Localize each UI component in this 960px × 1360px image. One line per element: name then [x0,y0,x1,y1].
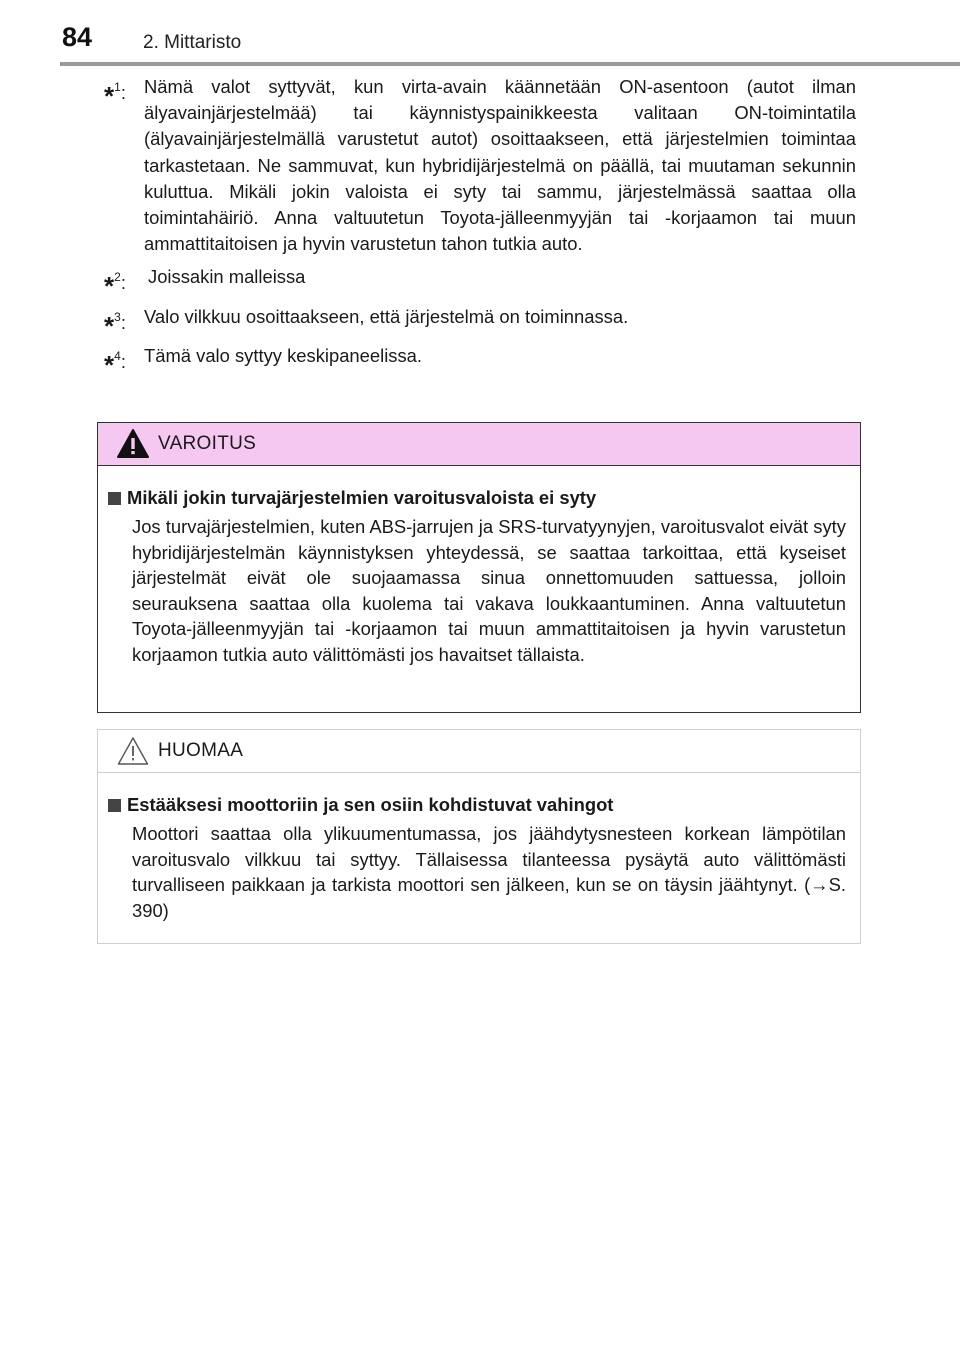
header-rule [60,62,960,66]
warning-text: Jos turvajärjestelmien, kuten ABS-jarrujen ja SRS-turvatyynyjen, varoitusvalot eivät syty hybridijärjestelmän käynnistyksen yhteydessä, se saattaa tarkoittaa, että kyseiset järjestelmät eivät ole suojaamassa sinua onnettomuuden sattuessa, jolloin seurauksena saattaa olla kuolema tai vakava loukkaantuminen. Anna valtuutetun Toyota-jälleenmyyjän tai -korjaamon tai muun ammattitaitoisen ja hyvin varustetun korjaamon tutkia auto välittömästi jos havaitset tällaista. [132,516,846,665]
notice-title: HUOMAA [158,740,244,761]
square-bullet-icon [108,799,121,812]
footnote-3 [104,304,856,341]
square-bullet-icon [108,492,121,505]
notice-heading: Estääksesi moottoriin ja sen osiin kohdistuvat vahingot [108,792,846,818]
footnote-text: Tämä valo syttyy keskipaneelissa. [144,344,423,366]
footnote-text: Nämä valot syttyvät, kun virta-avain käännetään ON-asentoon (autot ilman älyavainjärjestelmää) tai käynnistyspainikkeesta valitaan ON-toimintatila (älyavainjärjestelmällä varustetut autot) osoittaakseen, että järjestelmien toimintaa tarkastetaan. Ne sammuvat, kun hybridijärjestelmä on päällä, tai muutaman sekunnin kuluttua. Mikäli jokin valoista ei syty tai sammu, järjestelmässä saattaa olla toimintahäiriö. Anna valtuutetun Toyota-jälleenmyyjän tai -korjaamon tai muun ammattitaitoisen ja hyvin varustetun tahon tutkia auto. [144,76,856,255]
footnotes [104,74,856,382]
notice-body [98,773,860,923]
warning-triangle-icon [116,428,150,460]
footnote-marker: *$^3$: [104,309,126,341]
footnote-2 [104,264,856,302]
warning-body [98,466,860,668]
warning-header [98,423,860,466]
notice-text: Moottori saattaa olla ylikuumentumassa, jos jäähdytysnesteen korkean lämpötilan varoitusvalo vilkkuu tai syttyy. Tällaisessa tilanteessa pysäytä auto välittömästi turvalliseen paikkaan ja tarkista moottori sen jälkeen, kun se on täysin jäähtynyt. (→S. 390) [132,823,846,921]
caution-triangle-outline-icon [116,735,150,767]
footnote-marker: *$^1$: [104,80,126,111]
page-number: 84 [62,22,93,52]
warning-title: VAROITUS [158,433,257,454]
notice-header [98,730,860,773]
warning-box [97,422,861,713]
footnote-text: Joissakin malleissa [148,266,306,288]
footnote-marker: *$^4$: [104,348,126,380]
footnote-marker: *$^2$: [104,270,126,302]
page-header [0,0,960,70]
chapter-title: 2. Mittaristo [143,32,242,53]
footnote-4 [104,343,856,380]
footnote-text: Valo vilkkuu osoittaakseen, että järjestelmä on toiminnassa. [144,305,629,327]
warning-heading: Mikäli jokin turvajärjestelmien varoitusvaloista ei syty [108,485,846,511]
footnote-1 [104,74,856,257]
notice-box [97,729,861,944]
